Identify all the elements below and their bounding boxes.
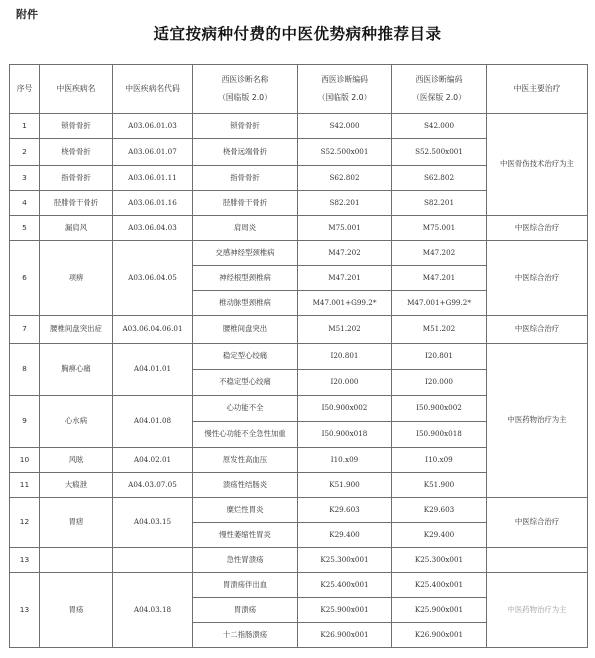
- cell-tcm-code: A04.01.08: [113, 396, 193, 448]
- cell-code-ins: M47.001+G99.2*: [392, 291, 487, 316]
- cell-no: 1: [10, 114, 40, 139]
- cell-code-nat: M47.202: [298, 241, 392, 266]
- cell-code-ins: M47.201: [392, 266, 487, 291]
- cell-wm-name: 慢性萎缩性胃炎: [193, 523, 298, 548]
- cell-code-ins: I20.801: [392, 344, 487, 370]
- cell-tcm-name: 腰椎间盘突出症: [40, 316, 113, 344]
- header-wm-name-line1: 西医诊断名称: [221, 74, 269, 84]
- cell-code-nat: S62.802: [298, 166, 392, 191]
- cell-code-ins: M51.202: [392, 316, 487, 344]
- cell-treatment: 中医骨伤技术治疗为主: [487, 114, 588, 216]
- cell-tcm-name: 锁骨骨折: [40, 114, 113, 139]
- cell-tcm-code: A03.06.01.11: [113, 166, 193, 191]
- cell-code-ins: I50.900x018: [392, 422, 487, 448]
- disease-catalog-table: [9, 64, 588, 648]
- cell-wm-name: 心功能不全: [193, 396, 298, 422]
- cell-code-nat: S42.000: [298, 114, 392, 139]
- cell-code-ins: K51.900: [392, 473, 487, 498]
- cell-tcm-name: 大瘕泄: [40, 473, 113, 498]
- cell-code-ins: S52.500x001: [392, 139, 487, 166]
- cell-no: 11: [10, 473, 40, 498]
- cell-code-nat: K29.400: [298, 523, 392, 548]
- cell-code-ins: M75.001: [392, 216, 487, 241]
- table-row: [10, 316, 588, 344]
- cell-tcm-name: 胃痞: [40, 498, 113, 548]
- cell-wm-name: 十二指肠溃疡: [193, 623, 298, 648]
- cell-wm-name: 肩周炎: [193, 216, 298, 241]
- cell-tcm-name: 胃疡: [40, 573, 113, 648]
- cell-code-nat: M75.001: [298, 216, 392, 241]
- cell-no: 10: [10, 448, 40, 473]
- cell-wm-name: 原发性高血压: [193, 448, 298, 473]
- cell-tcm-name: 胸痹心痛: [40, 344, 113, 396]
- cell-no: 2: [10, 139, 40, 166]
- cell-no: 6: [10, 241, 40, 316]
- cell-code-ins: S42.000: [392, 114, 487, 139]
- cell-no: 4: [10, 191, 40, 216]
- cell-code-nat: M51.202: [298, 316, 392, 344]
- cell-code-nat: K25.300x001: [298, 548, 392, 573]
- table-row: [10, 573, 588, 598]
- cell-code-nat: I20.801: [298, 344, 392, 370]
- cell-no: 7: [10, 316, 40, 344]
- cell-code-nat: S82.201: [298, 191, 392, 216]
- cell-code-nat: K26.900x001: [298, 623, 392, 648]
- cell-code-nat: I50.900x018: [298, 422, 392, 448]
- header-wm-code-nat: [298, 65, 392, 114]
- cell-wm-name: 胃溃疡: [193, 598, 298, 623]
- cell-treatment: 中医药物治疗为主: [487, 344, 588, 498]
- cell-tcm-name: 胫腓骨干骨折: [40, 191, 113, 216]
- cell-tcm-code: A03.06.01.03: [113, 114, 193, 139]
- cell-treatment: 中医综合治疗: [487, 498, 588, 548]
- cell-wm-name: 溃疡性结肠炎: [193, 473, 298, 498]
- cell-no: 12: [10, 498, 40, 548]
- cell-tcm-name: 指骨骨折: [40, 166, 113, 191]
- cell-tcm-name: 风眩: [40, 448, 113, 473]
- cell-code-nat: K25.900x001: [298, 598, 392, 623]
- cell-tcm-name: 心水病: [40, 396, 113, 448]
- cell-code-ins: K25.300x001: [392, 548, 487, 573]
- cell-code-ins: I20.000: [392, 370, 487, 396]
- cell-no: 13: [10, 548, 40, 573]
- header-wm-code-ins: [392, 65, 487, 114]
- cell-code-nat: K51.900: [298, 473, 392, 498]
- cell-code-nat: K25.400x001: [298, 573, 392, 598]
- cell-wm-name: 稳定型心绞痛: [193, 344, 298, 370]
- cell-treatment: 中医综合治疗: [487, 216, 588, 241]
- cell-tcm-code: [113, 548, 193, 573]
- header-tcm-code: 中医疾病名代码: [113, 65, 193, 114]
- cell-tcm-name: [40, 548, 113, 573]
- cell-tcm-name: 桡骨骨折: [40, 139, 113, 166]
- table-row: [10, 216, 588, 241]
- cell-code-nat: I50.900x002: [298, 396, 392, 422]
- cell-tcm-name: 漏肩风: [40, 216, 113, 241]
- cell-wm-name: 糜烂性胃炎: [193, 498, 298, 523]
- table-header-row: [10, 65, 588, 114]
- table-row: [10, 114, 588, 139]
- cell-code-ins: S82.201: [392, 191, 487, 216]
- document-title: 适宜按病种付费的中医优势病种推荐目录: [153, 24, 442, 43]
- cell-code-nat: I20.000: [298, 370, 392, 396]
- header-wm-name: [193, 65, 298, 114]
- cell-no: 3: [10, 166, 40, 191]
- cell-tcm-code: A03.06.04.05: [113, 241, 193, 316]
- cell-code-ins: K29.603: [392, 498, 487, 523]
- cell-no: 5: [10, 216, 40, 241]
- cell-treatment: [487, 548, 588, 573]
- header-no: 序号: [10, 65, 40, 114]
- cell-treatment: 中医综合治疗: [487, 316, 588, 344]
- header-tcm-name: 中医疾病名: [40, 65, 113, 114]
- cell-no: 8: [10, 344, 40, 396]
- cell-wm-name: 神经根型颈椎病: [193, 266, 298, 291]
- cell-wm-name: 交感神经型颈椎病: [193, 241, 298, 266]
- cell-tcm-code: A04.01.01: [113, 344, 193, 396]
- table-row: [10, 344, 588, 370]
- table-row: [10, 241, 588, 266]
- cell-wm-name: 桡骨远端骨折: [193, 139, 298, 166]
- cell-code-ins: I50.900x002: [392, 396, 487, 422]
- cell-code-nat: I10.x09: [298, 448, 392, 473]
- cell-wm-name: 慢性心功能不全急性加重: [193, 422, 298, 448]
- cell-no: 13: [10, 573, 40, 648]
- cell-wm-name: 腰椎间盘突出: [193, 316, 298, 344]
- cell-code-ins: K25.400x001: [392, 573, 487, 598]
- cell-treatment: 中医药物治疗为主: [487, 573, 588, 648]
- cell-wm-name: 指骨骨折: [193, 166, 298, 191]
- cell-tcm-code: A03.06.04.06.01: [113, 316, 193, 344]
- cell-wm-name: 急性胃溃疡: [193, 548, 298, 573]
- table-row: [10, 498, 588, 523]
- header-wm-code-ins-line1: 西医诊断编码: [415, 74, 463, 84]
- cell-tcm-code: A04.02.01: [113, 448, 193, 473]
- cell-wm-name: 胃溃疡伴出血: [193, 573, 298, 598]
- cell-wm-name: 锁骨骨折: [193, 114, 298, 139]
- cell-wm-name: 胫腓骨干骨折: [193, 191, 298, 216]
- cell-tcm-code: A04.03.15: [113, 498, 193, 548]
- cell-wm-name: 不稳定型心绞痛: [193, 370, 298, 396]
- cell-tcm-code: A03.06.01.07: [113, 139, 193, 166]
- cell-code-nat: K29.603: [298, 498, 392, 523]
- cell-code-ins: M47.202: [392, 241, 487, 266]
- header-wm-code-nat-line1: 西医诊断编码: [321, 74, 368, 84]
- cell-code-nat: M47.201: [298, 266, 392, 291]
- cell-code-ins: S62.802: [392, 166, 487, 191]
- cell-code-nat: S52.500x001: [298, 139, 392, 166]
- cell-code-ins: K25.900x001: [392, 598, 487, 623]
- cell-wm-name: 椎动脉型颈椎病: [193, 291, 298, 316]
- cell-treatment: 中医综合治疗: [487, 241, 588, 316]
- header-wm-name-line2: （国临版 2.0）: [218, 92, 272, 102]
- header-treatment: 中医主要治疗: [487, 65, 588, 114]
- cell-tcm-code: A04.03.07.05: [113, 473, 193, 498]
- table-row: [10, 548, 588, 573]
- header-wm-code-nat-line2: （国临版 2.0）: [317, 92, 372, 102]
- cell-code-ins: K26.900x001: [392, 623, 487, 648]
- cell-code-ins: I10.x09: [392, 448, 487, 473]
- cell-tcm-code: A03.06.04.03: [113, 216, 193, 241]
- cell-code-ins: K29.400: [392, 523, 487, 548]
- attachment-label: 附件: [16, 8, 38, 21]
- cell-code-nat: M47.001+G99.2*: [298, 291, 392, 316]
- cell-no: 9: [10, 396, 40, 448]
- header-wm-code-ins-line2: （医保版 2.0）: [412, 92, 466, 102]
- cell-tcm-code: A03.06.01.16: [113, 191, 193, 216]
- cell-tcm-name: 项痹: [40, 241, 113, 316]
- cell-tcm-code: A04.03.18: [113, 573, 193, 648]
